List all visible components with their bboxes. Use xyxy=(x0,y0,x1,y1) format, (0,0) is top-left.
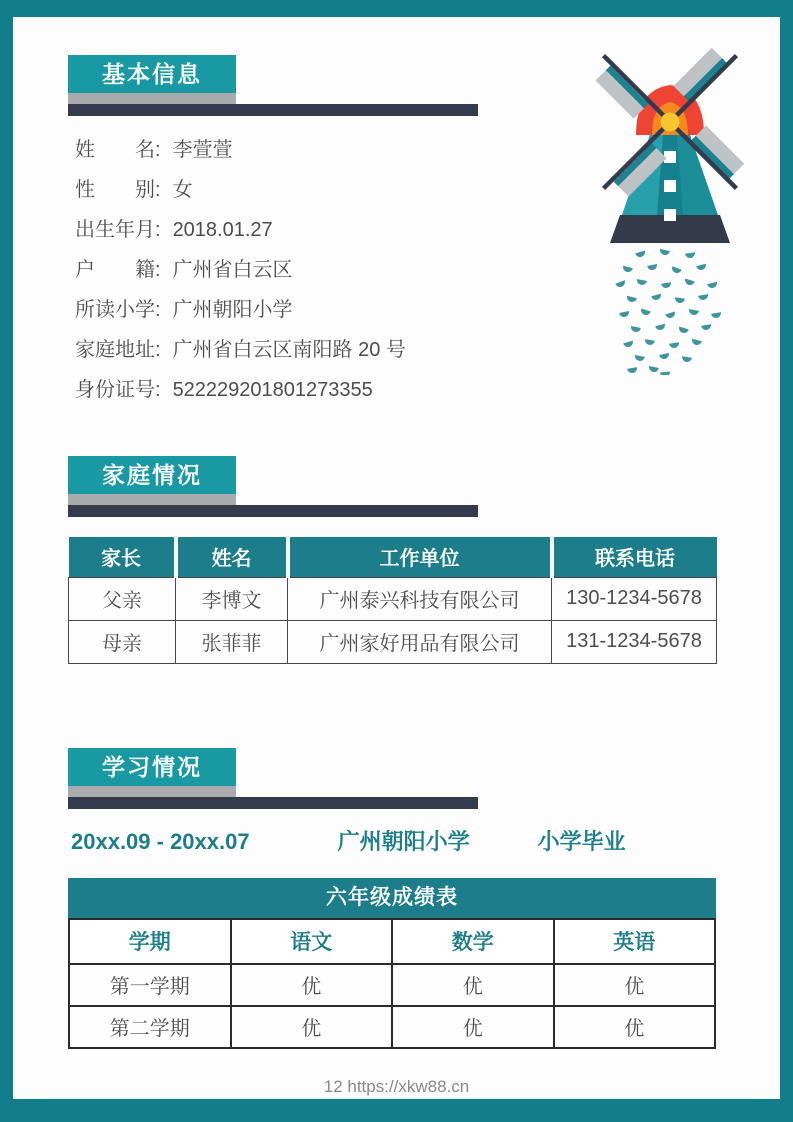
field-label: 家庭地址: xyxy=(75,339,161,361)
section-family xyxy=(13,456,780,664)
underline-bar xyxy=(68,505,478,517)
table-header-cell: 数学 xyxy=(392,919,554,964)
table-cell: 优 xyxy=(392,1006,554,1048)
study-school: 广州朝阳小学 xyxy=(337,828,470,854)
table-header-row xyxy=(69,919,715,964)
grades-table xyxy=(68,918,716,1049)
table-row xyxy=(69,964,715,1006)
table-cell: 131-1234-5678 xyxy=(552,620,717,663)
field-label: 所读小学: xyxy=(75,299,161,321)
section-head xyxy=(68,748,780,809)
table-cell: 广州家好用品有限公司 xyxy=(288,620,552,663)
table-cell: 第一学期 xyxy=(69,964,231,1006)
study-status: 小学毕业 xyxy=(537,828,626,854)
table-cell: 张菲菲 xyxy=(176,620,288,663)
field-value: 广州省白云区 xyxy=(172,259,293,281)
table-cell: 优 xyxy=(554,964,716,1006)
table-cell: 130-1234-5678 xyxy=(552,577,717,620)
field-value: 广州省白云区南阳路 20 号 xyxy=(172,339,406,361)
field-label: 身份证号: xyxy=(75,379,161,401)
table-header-row xyxy=(69,537,717,577)
grades-table-wrap xyxy=(68,878,716,1049)
windmill-icon xyxy=(565,30,765,375)
table-cell: 李博文 xyxy=(176,577,288,620)
table-row xyxy=(69,577,717,620)
table-cell: 优 xyxy=(231,1006,393,1048)
table-cell: 第二学期 xyxy=(69,1006,231,1048)
study-period: 20xx.09 - 20xx.07 xyxy=(71,828,250,854)
badge-shadow xyxy=(68,494,236,505)
field-value: 522229201801273355 xyxy=(172,379,373,401)
table-header-cell: 姓名 xyxy=(176,537,288,577)
section-title-badge: 学习情况 xyxy=(68,748,236,786)
table-header-cell: 学期 xyxy=(69,919,231,964)
table-row xyxy=(69,620,717,663)
table-header-cell: 英语 xyxy=(554,919,716,964)
table-cell: 优 xyxy=(392,964,554,1006)
table-cell: 父亲 xyxy=(69,577,176,620)
section-title-badge: 基本信息 xyxy=(68,55,236,93)
table-header-cell: 工作单位 xyxy=(288,537,552,577)
study-summary-line xyxy=(71,825,780,856)
underline-bar xyxy=(68,797,478,809)
field-label: 姓 名: xyxy=(75,139,161,161)
section-head xyxy=(68,456,780,517)
table-cell: 优 xyxy=(554,1006,716,1048)
grades-table-title: 六年级成绩表 xyxy=(68,878,716,918)
field-value: 2018.01.27 xyxy=(172,219,273,241)
field-value: 李萱萱 xyxy=(172,139,233,161)
underline-bar xyxy=(68,104,478,116)
table-header-cell: 家长 xyxy=(69,537,176,577)
resume-page xyxy=(13,17,780,1099)
section-study xyxy=(13,748,780,1049)
field-value: 广州朝阳小学 xyxy=(172,299,293,321)
table-header-cell: 联系电话 xyxy=(552,537,717,577)
field-value: 女 xyxy=(172,179,193,201)
page-footer: 12 https://xkw88.cn xyxy=(323,1077,470,1096)
family-table xyxy=(68,537,717,664)
field-label: 户 籍: xyxy=(75,259,161,281)
badge-shadow xyxy=(68,93,236,104)
info-field-row xyxy=(75,370,780,410)
section-title-badge: 家庭情况 xyxy=(68,456,236,494)
field-label: 性 别: xyxy=(75,179,161,201)
table-row xyxy=(69,1006,715,1048)
table-cell: 母亲 xyxy=(69,620,176,663)
table-header-cell: 语文 xyxy=(231,919,393,964)
badge-shadow xyxy=(68,786,236,797)
droplets xyxy=(615,249,721,375)
field-label: 出生年月: xyxy=(75,219,161,241)
table-cell: 广州泰兴科技有限公司 xyxy=(288,577,552,620)
table-cell: 优 xyxy=(231,964,393,1006)
